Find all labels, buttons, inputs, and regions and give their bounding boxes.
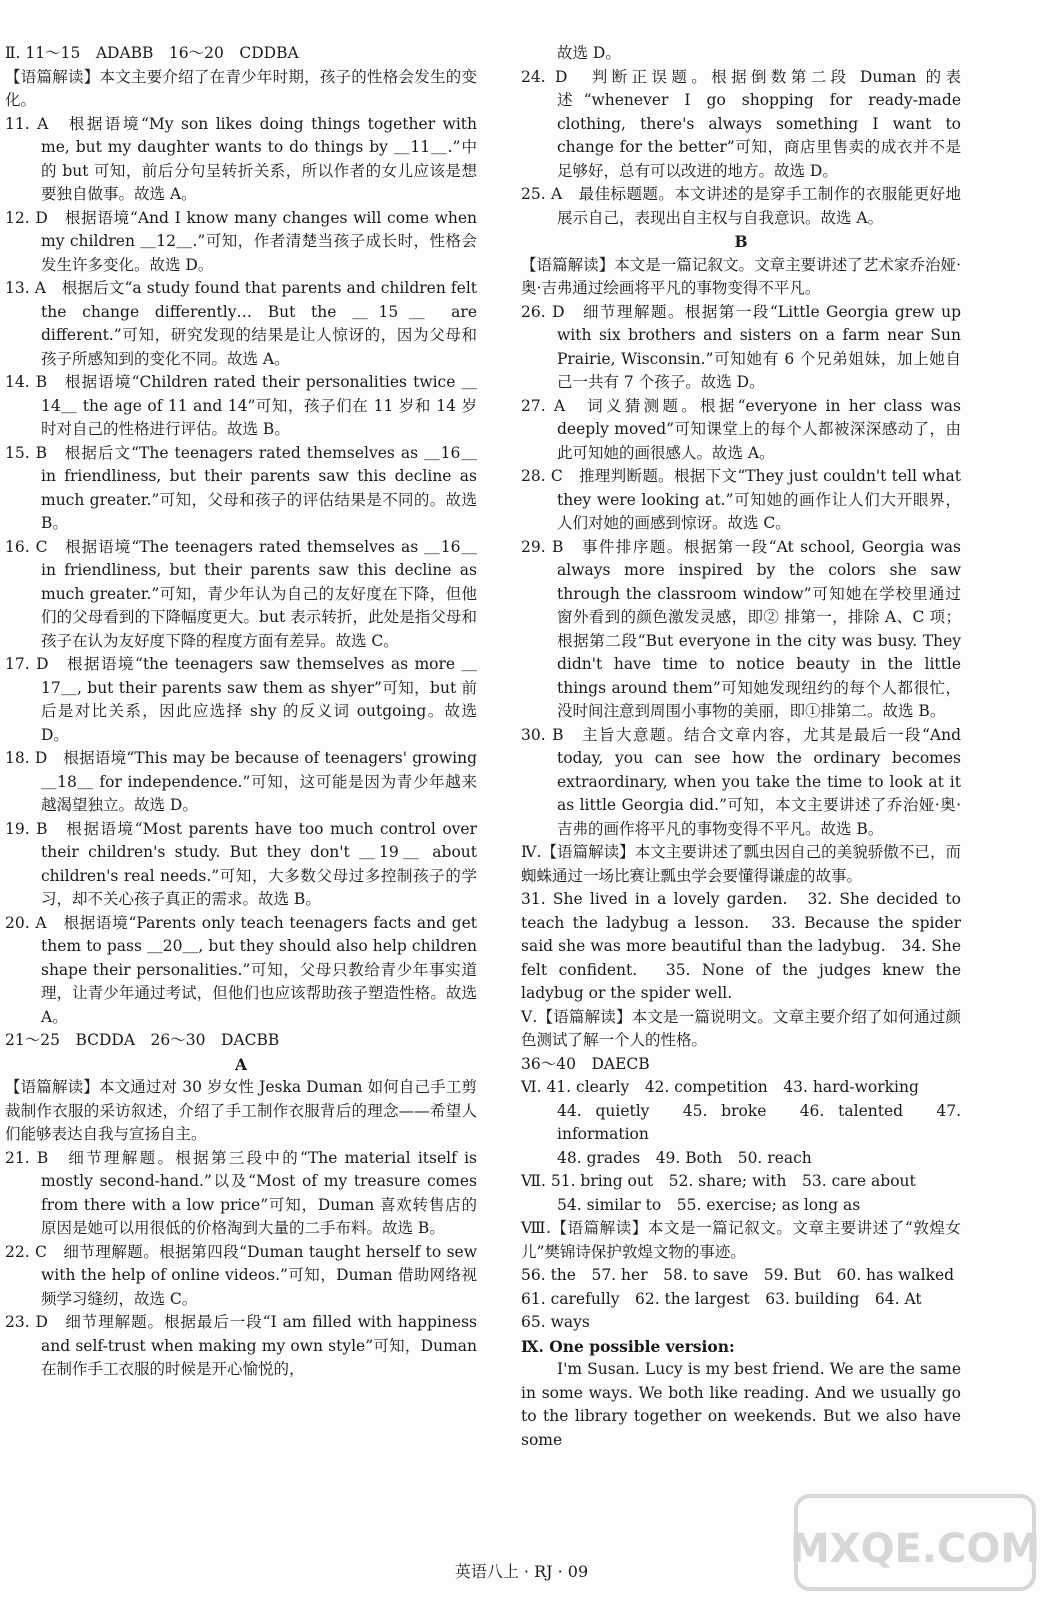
explanation-27: 27. A 词义猜测题。根据“everyone in her class was deeply moved”可知课堂上的每个人都被深深感动了，由此可知她的画很感人。故选 A。 bbox=[521, 396, 961, 462]
explanation-18: 18. D 根据语境“This may be because of teenagers' growing ＿18＿ for independence.”可知，这可能是因为青少年越来越渴望独立。故选 D。 bbox=[5, 749, 477, 814]
section-heading-b: B bbox=[734, 232, 748, 251]
explanation-16: 16. C 根据语境“The teenagers rated themselves as ＿16＿ in friendliness, but their parents saw this decline as much greater.”可知，青少年认为自己的友好度在下降，但他们的父母看到的下降幅度更大。but 表示转折，此处是指父母和孩子在认为友好度下降的程度方面有差异。故选 C。 bbox=[5, 537, 477, 650]
answer-line: 21～25 BCDDA 26～30 DACBB bbox=[5, 1031, 280, 1049]
sample-essay-heading: Ⅸ. One possible version: bbox=[521, 1336, 735, 1356]
explanation-12: 12. D 根据语境“And I know many changes will come when my children ＿12＿.”可知，作者清楚当孩子成长时，性格会发生许多变化。故选 D。 bbox=[5, 208, 477, 274]
passage-summary: 【语篇解读】本文是一篇记叙文。文章主要讲述了艺术家乔治娅·奥·吉弗通过绘画将平凡的事物变得不平凡。 bbox=[521, 255, 961, 297]
explanation-30: 30. B 主旨大意题。结合文章内容，尤其是最后一段“And today, you can see how the ordinary becomes extraordinary, when you take the time to look at it as little Georgia did.”可知，本文主要讲述了乔治娅·奥·吉弗的画作将平凡的事物变得不平凡。故选 B。 bbox=[521, 725, 961, 838]
explanation-28: 28. C 推理判断题。根据下文“They just couldn't tell what they were looking at.”可知她的画作让人们大开眼界，人们对她的画感到惊讶。故选 C。 bbox=[521, 467, 961, 532]
page-footer: 英语八上 · RJ · 09 bbox=[454, 1562, 589, 1581]
explanation-24: 24. D 判断正误题。根据倒数第二段 Duman 的表述“whenever I go shopping for ready-made clothing, there's always something I want to change for the better”可知，商店里售卖的成衣并不是足够好，总有可以改进的地方。故选 D。 bbox=[521, 67, 961, 180]
answers-31-35: 31. She lived in a lovely garden. 32. She decided to teach the ladybug a lesson. 33. Because the spider said she was more beautiful than the ladybug. 34. She felt confident. 35. None of the judges knew the ladybug or the spider well. bbox=[521, 890, 961, 1002]
explanation-20: 20. A 根据语境“Parents only teach teenagers facts and get them to pass ＿20＿, but they should also help children shape their personalities.”可知，父母只教给青少年事实道理，让青少年通过考试，但他们也应该帮助孩子塑造性格。故选 A。 bbox=[5, 913, 477, 1026]
explanation-17: 17. D 根据语境“the teenagers saw themselves as more ＿17＿, but their parents saw them as shyer”可知，but 前后是对比关系，因此应选择 shy 的反义词 outgoing。故选 D。 bbox=[5, 655, 477, 744]
explanation-14: 14. B 根据语境“Children rated their personalities twice ＿14＿ the age of 11 and 14”可知，孩子们在 11 岁和 14 岁时对自己的性格进行评估。故选 B。 bbox=[5, 373, 477, 438]
explanation-13: 13. A 根据后文“a study found that parents and children felt the change differently… But the ＿15＿ are different.”可知，研究发现的结果是让人惊讶的，因为父母和孩子所感知到的变化不同。故选 A。 bbox=[5, 279, 477, 368]
right-column bbox=[521, 42, 961, 1452]
answer-line: 61. carefully 62. the largest 63. building 64. At bbox=[521, 1289, 922, 1308]
section-heading-a: A bbox=[234, 1054, 248, 1074]
answer-line: Ⅶ. 51. bring out 52. share; with 53. care about bbox=[521, 1172, 916, 1190]
explanation-25: 25. A 最佳标题题。本文讲述的是穿手工制作的衣服能更好地展示自己，表现出自主权与自我意识。故选 A。 bbox=[521, 185, 961, 227]
passage-summary: 【语篇解读】本文主要介绍了在青少年时期，孩子的性格会发生的变化。 bbox=[5, 67, 477, 109]
passage-summary: 【语篇解读】本文通过对 30 岁女性 Jeska Duman 如何自己手工剪裁制作衣服的采访叙述，介绍了手工制作衣服背后的理念——希望人们能够表达自我与宣扬自主。 bbox=[5, 1078, 477, 1143]
left-column bbox=[5, 42, 477, 1382]
passage-summary: Ⅴ.【语篇解读】本文是一篇说明文。文章主要介绍了如何通过颜色测试了解一个人的性格。 bbox=[521, 1007, 961, 1049]
answer-line: 56. the 57. her 58. to save 59. But 60. has walked bbox=[521, 1266, 955, 1284]
explanation-19: 19. B 根据语境“Most parents have too much control over their children's study. But they don't ＿19＿ about children's real needs.”可知，大多数父母过多控制孩子的学习，却不关心孩子真正的需求。故选 B。 bbox=[5, 819, 477, 908]
watermark-logo bbox=[790, 1490, 1040, 1595]
answer-line: 44. quietly 45. broke 46. talented 47. information bbox=[557, 1101, 961, 1143]
answer-line: 65. ways bbox=[521, 1313, 590, 1331]
answer-line: 48. grades 49. Both 50. reach bbox=[557, 1148, 812, 1167]
explanation-22: 22. C 细节理解题。根据第四段“Duman taught herself to sew with the help of online videos.”可知，Duman 借助网络视频学习缝纫，故选 C。 bbox=[5, 1242, 477, 1308]
sample-essay-text: I'm Susan. Lucy is my best friend. We are the same in some ways. We both like reading. And we usually go to the library together on weekends. But we also have some bbox=[521, 1360, 961, 1449]
passage-summary: Ⅳ.【语篇解读】本文主要讲述了瓢虫因自己的美貌骄傲不已，而蜘蛛通过一场比赛让瓢虫学会要懂得谦虚的故事。 bbox=[521, 843, 961, 885]
continuation-line: 故选 D。 bbox=[557, 44, 621, 62]
explanation-26: 26. D 细节理解题。根据第一段“Little Georgia grew up with six brothers and sisters on a farm near Sun Prairie, Wisconsin.”可知她有 6 个兄弟姐妹，加上她自己一共有 7 个孩子。故选 D。 bbox=[521, 302, 961, 391]
answer-line: 54. similar to 55. exercise; as long as bbox=[557, 1195, 861, 1214]
explanation-21: 21. B 细节理解题。根据第三段中的“The material itself is mostly second-hand.”以及“Most of my treasure comes from there with a low price”可知，Duman 喜欢转售店的原因是她可以用很低的价格淘到大量的二手布料。故选 B。 bbox=[5, 1148, 477, 1237]
answer-line: Ⅵ. 41. clearly 42. competition 43. hard-working bbox=[521, 1078, 919, 1096]
explanation-23: 23. D 细节理解题。根据最后一段“I am filled with happiness and self-trust when making my own style”可知，Duman 在制作手工衣服的时候是开心愉悦的， bbox=[5, 1313, 477, 1378]
svg-text:MXQE.COM: MXQE.COM bbox=[790, 1526, 1040, 1572]
explanation-15: 15. B 根据后文“The teenagers rated themselves as ＿16＿ in friendliness, but their parents saw this decline as much greater.”可知，父母和孩子的评估结果是不同的。故选 B。 bbox=[5, 443, 477, 532]
explanation-11: 11. A 根据语境“My son likes doing things together with me, but my daughter wants to do things by ＿11＿.”中的 but 可知，前后分句呈转折关系，所以作者的女儿应该是想要独自做事。故选 A。 bbox=[5, 114, 477, 203]
answer-line: Ⅱ. 11～15 ADABB 16～20 CDDBA bbox=[5, 44, 299, 62]
answer-line: 36～40 DAECB bbox=[521, 1054, 650, 1073]
passage-summary: Ⅷ.【语篇解读】本文是一篇记叙文。文章主要讲述了“敦煌女儿”樊锦诗保护敦煌文物的事迹。 bbox=[521, 1219, 961, 1261]
explanation-29: 29. B 事件排序题。根据第一段“At school, Georgia was always more inspired by the colors she saw through the classroom window”可知她在学校里通过窗外看到的颜色激发灵感，即② 排第一，排除 A、C 项；根据第二段“But everyone in the city was busy. They didn't have time to notice beauty in the little things around them”可知她发现纽约的每个人都很忙，没时间注意到周围小事物的美丽，即①排第二。故选 B。 bbox=[521, 537, 961, 720]
